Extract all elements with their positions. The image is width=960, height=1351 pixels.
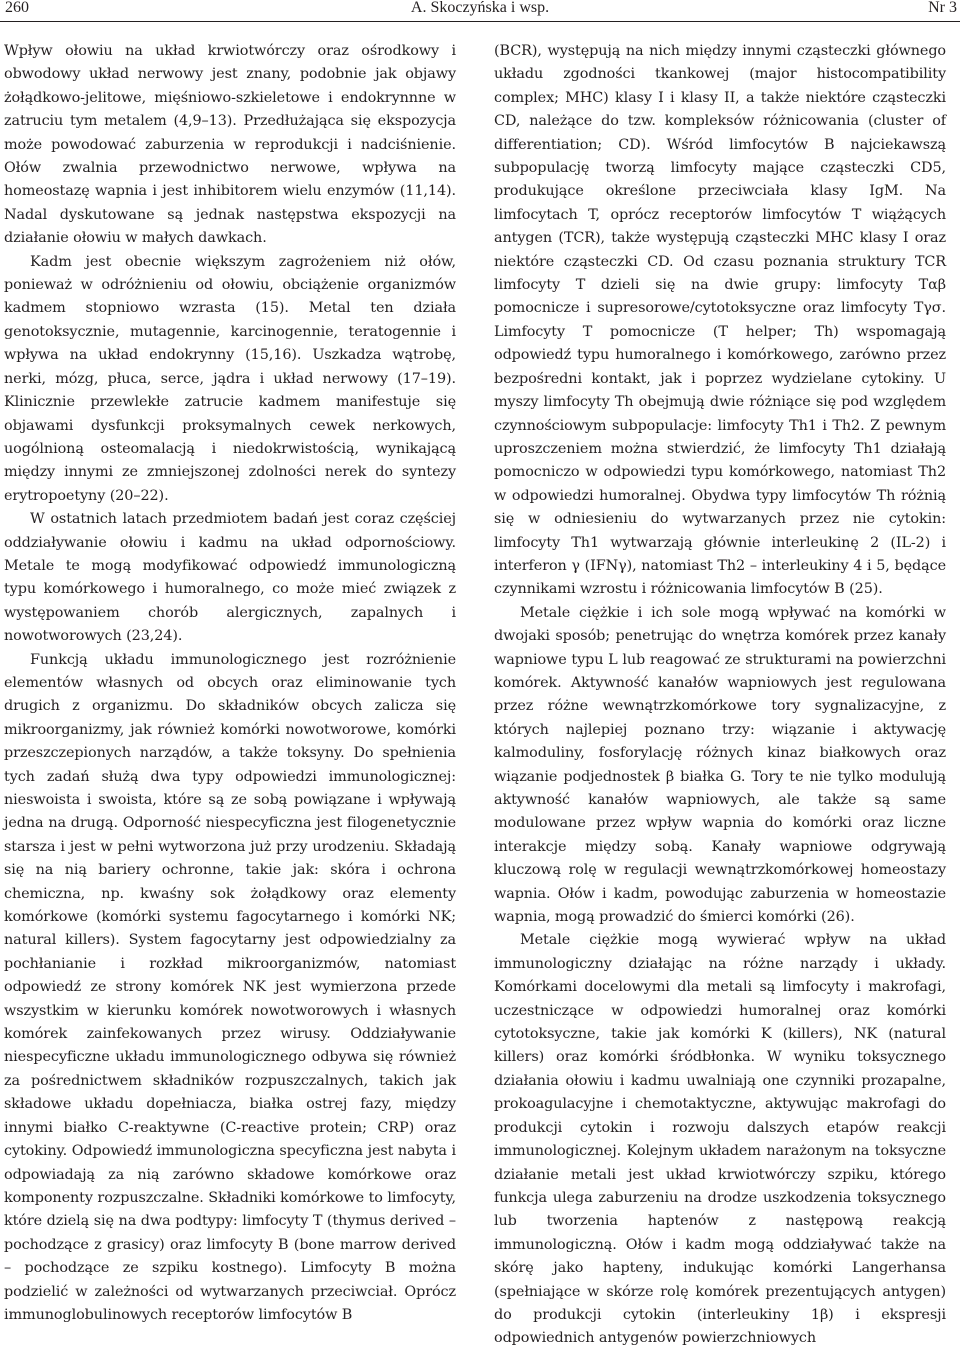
running-head-authors: A. Skoczyńska i wsp. — [410, 0, 550, 16]
paragraph: Kadm jest obecnie większym zagrożeniem niż ołów, ponieważ w odróżnieniu od ołowiu, obciążenie organizmów kadmem stopniowo wzrasta (15). Metal ten działa genotoksycznie, mutagennie, karcinogennie, teratogennie i wpływa na układ endokrynny (15,16). Uszkadza wątrobę, nerki, mózg, płuca, serce, jądra i układ nerwowy (17–19). Klinicznie przewlekłe zatrucie kadmem manifestuje się objawami dysfunkcji proksymalnych cewek nerkowych, uogólnioną osteomalacją i niedokrwistością, wynikającą między innymi ze zmniejszonej zdolności nerek do syntezy erytropoetyny (20–22). — [4, 253, 456, 504]
left-column — [4, 40, 456, 1323]
paragraph: Metale ciężkie i ich sole mogą wpływać na komórki w dwojaki sposób; penetrując do wnętrza komórek przez kanały wapniowe typu L lub reagować ze strukturami na powierzchni komórek. Aktywność kanałów wapniowych jest regulowana przez różne wewnątrzkomórkowe tory sygnalizacyjne, z których najlepiej poznano trzy: wiązanie i aktywację kalmoduliny, fosforylację różnych kinaz białkowych oraz wiązanie podjednostek β białka G. Tory te nie tylko modulują aktywność kanałów wapniowych, ale także są same modulowane przez wpływ wapnia do komórki oraz liczne interakcje między sobą. Kanały wapniowe odgrywają kluczową rolę w regulacji wewnątrzkomórkowej homeostazy wapnia. Ołów i kadm, powodując zaburzenia w homeostazie wapnia, mogą prowadzić do śmierci komórki (26). — [494, 604, 946, 926]
paragraph: Metale ciężkie mogą wywierać wpływ na układ immunologiczny działając na różne narządy i układy. Komórkami docelowymi dla metali są limfocyty i makrofagi, uczestniczące w odpowiedzi humoralnej oraz komórki cytotoksyczne, takie jak komórki K (killers), NK (natural killers) oraz komórki śródbłonka. W wyniku toksycznego działania ołowiu i kadmu uwalniają one czynniki prozapalne, prokoagulacyjne i chemotaktyczne, aktywując makrofagi do produkcji cytokin i rozwoju dalszych etapów reakcji immunologicznej. Kolejnym układem narażonym na toksyczne działanie metali jest układ krwiotwórczy szpiku, którego funkcja ulega zaburzeniu na drodze uszkodzenia toksycznego lub tworzenia haptenów z następową reakcją immunologiczną. Ołów i kadm mogą oddziaływać także na skórę jako hapteny, indukując komórki Langerhansa (spełniające w skórze rolę komórek prezentujących antygen) do produkcji cytokin (interleukiny 1β) i ekspresji odpowiednich antygenów powierzchniowych — [494, 932, 946, 1347]
page-header — [0, 0, 960, 22]
paragraph: (BCR), występują na nich między innymi cząsteczki głównego układu zgodności tkankowej (major histocompatibility complex; MHC) klasy I i klasy II, a także niektóre cząsteczki CD, należące do tzw. kompleksów różnicowania (cluster of differentiation; CD). Wśród limfocytów B najciekawszą subpopulację tworzą limfocyty mające cząsteczki CD5, produkujące określone przeciwciała klasy IgM. Na limfocytach T, oprócz receptorów limfocytów T wiążących antygen (TCR), także występują cząsteczki MHC klasy I oraz niektóre cząsteczki CD. Od czasu poznania struktury TCR limfocyty T dzieli się na dwie grupy: limfocyty Tαβ pomocnicze i supresorowe/cytotoksyczne oraz limfocyty Tγσ. Limfocyty T pomocnicze (T helper; Th) wspomagają odpowiedź typu humoralnego i komórkowego, zarówno przez bezpośredni kontakt, jak i poprzez wydzielane cytokiny. U myszy limfocyty Th obejmują dwie różniące się pod względem czynnościowym subpopulacje: limfocyty Th1 i Th2. Z pewnym uproszczeniem można stwierdzić, że limfocyty Th1 działają pomocniczo w odpowiedzi typu komórkowego, natomiast Th2 w odpowiedzi humoralnej. Obydwa typy limfocytów Th różnią się w odniesieniu do wytwarzanych przez nie cytokin: limfocyty Th1 wytwarzają głównie interleukinę 2 (IL-2) i interferon γ (IFNγ), natomiast Th2 – interleukiny 4 i 5, będące czynnikami wzrostu i różnicowania limfocytów B (25). — [494, 43, 946, 598]
right-column — [494, 40, 946, 1347]
paragraph: Wpływ ołowiu na układ krwiotwórczy oraz ośrodkowy i obwodowy układ nerwowy jest znany, podobnie jak objawy żołądkowo-jelitowe, mięśniowo-szkieletowe i endokrynnne w zatruciu tym metalem (4,9–13). Przedłużająca się ekspozycja może powodować zaburzenia w reprodukcji i nadciśnienie. Ołów zwalnia przewodnictwo nerwowe, wpływa na homeostazę wapnia i jest inhibitorem wielu enzymów (11,14). Nadal dyskutowane są jednak następstwa ekspozycji na działanie ołowiu w małych dawkach. — [4, 43, 456, 247]
header-rule — [0, 21, 960, 22]
issue-number: Nr 3 — [928, 0, 957, 16]
paragraph: W ostatnich latach przedmiotem badań jest coraz częściej oddziaływanie ołowiu i kadmu na układ odpornościowy. Metale te mogą modyfikować odpowiedź immunologiczną typu komórkowego i humoralnego, co może mieć związek z występowaniem chorób alergicznych, zapalnych i nowotworowych (23,24). — [4, 511, 456, 645]
page-number: 260 — [5, 0, 29, 16]
paragraph: Funkcją układu immunologicznego jest rozróżnienie elementów własnych od obcych oraz eliminowanie tych drugich z organizmu. Do składników obcych zalicza się mikroorganizmy, jak również komórki nowotworowe, komórki przeszczepionych narządów, a także toksyny. Do spełnienia tych zadań służą dwa typy odpowiedzi immunologicznej: nieswoista i swoista, które są ze sobą powiązane i wpływają jedna na drugą. Odporność niespecyficzna jest filogenetycznie starsza i jest w pełni wytworzona już przy urodzeniu. Składają się na nią bariery ochronne, takie jak: skóra i ochrona chemiczna, np. kwaśny sok żołądkowy oraz elementy komórkowe (komórki systemu fagocytarnego i komórki NK; natural killers). System fagocytarny jest odpowiedzialny za pochłanianie i rozkład mikroorganizmów, natomiast odpowiedź ze strony komórek NK jest wymierzona przede wszystkim w kierunku komórek nowotworowych i własnych komórek zainfekowanych przez wirusy. Oddziaływanie niespecyficzne układu immunologicznego odbywa się również za pośrednictwem składników rozpuszczalnych, takich jak składowe układu dopełniacza, białka ostrej fazy, między innymi białko C-reaktywne (C-reactive protein; CRP) oraz cytokiny. Odpowiedź immunologiczna specyficzna jest nabyta i odpowiadają za nią zarówno składowe komórkowe oraz komponenty rozpuszczalne. Składniki komórkowe to limfocyty, które dzielą się na dwa podtypy: limfocyty T (thymus derived – pochodzące z grasicy) oraz limfocyty B (bone marrow derived – pochodzące ze szpiku kostnego). Limfocyty B można podzielić w zależności od wytwarzanych przeciwciał. Oprócz immunoglobulinowych receptorów limfocytów B — [4, 651, 456, 1323]
